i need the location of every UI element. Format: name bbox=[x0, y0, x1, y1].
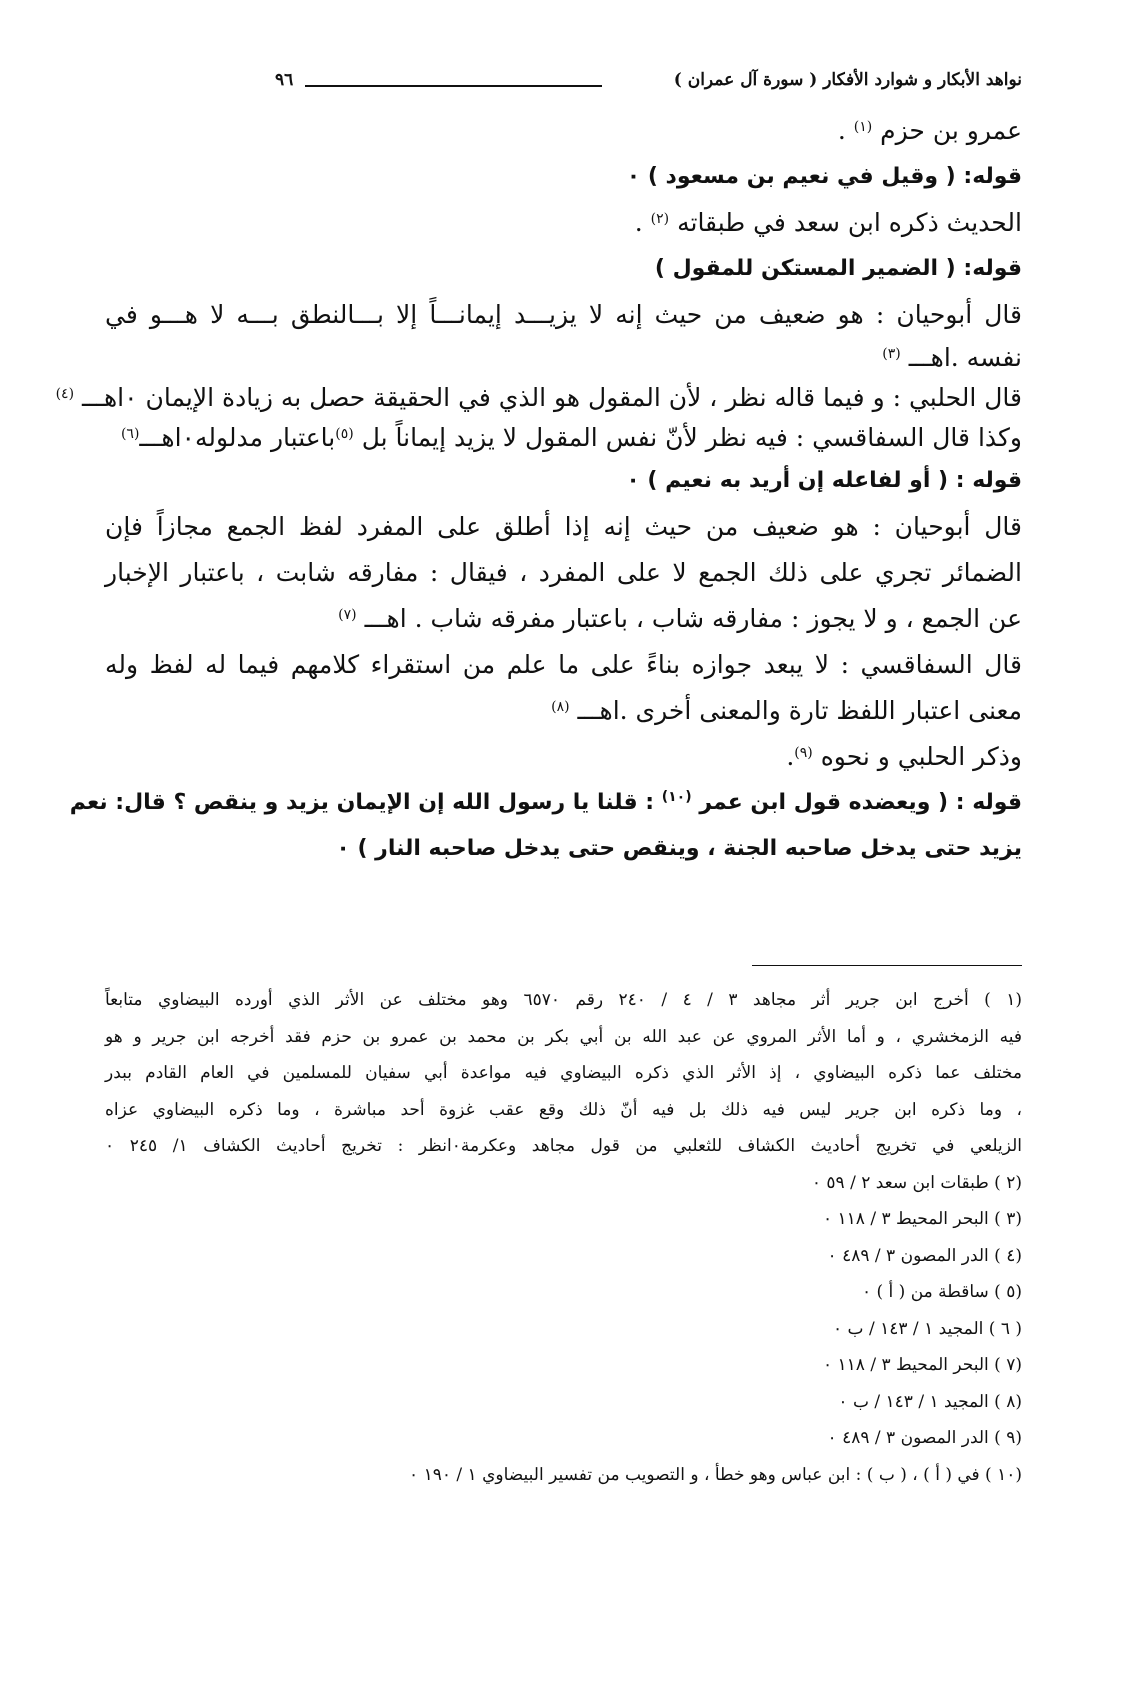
body-line bbox=[105, 596, 1022, 642]
footnote-ref: (٩) bbox=[794, 745, 813, 761]
footnote-line: (٣ ) البحر المحيط ٣ / ١١٨ ٠ bbox=[822, 1209, 1022, 1229]
body-line bbox=[105, 108, 1022, 154]
line-text: عن الجمع ، و لا يجوز : مفارقه شاب ، باعتبار مفرقه شاب . اهـــ bbox=[364, 604, 1022, 633]
footnote-line: (٨ ) المجيد ١ / ١٤٣ / ب ٠ bbox=[838, 1391, 1022, 1412]
line-tail: : قلنا يا رسول الله إن الإيمان يزيد و ينقص ؟ قال: نعم bbox=[69, 790, 662, 815]
footnote-line: (٧ ) البحر المحيط ٣ / ١١٨ ٠ bbox=[822, 1355, 1022, 1375]
footnote-line: الزيلعي في تخريج أحاديث الكشاف للثعلبي من قول مجاهد وعكرمة٠انظر : تخريج أحاديث الكشاف ١/ ٢٤٥ ٠ bbox=[105, 1136, 1023, 1156]
footnote-line: (٤ ) الدر المصون ٣ / ٤٨٩ ٠ bbox=[827, 1245, 1022, 1266]
commentary-heading bbox=[105, 246, 1022, 292]
line-text: قال السفاقسي : لا يبعد جوازه بناءً على ما علم من استقراء كلامهم فيما له لفظ وله bbox=[105, 650, 1022, 679]
footnote-line: ، وما ذكره ابن جرير ليس فيه ذلك بل فيه أنّ ذلك وقع عقب غزوة أحد مباشرة ، وما ذكره البيضاوي عزاه bbox=[105, 1099, 1022, 1120]
commentary-heading bbox=[105, 458, 1022, 504]
page-number: ٩٦ bbox=[275, 70, 294, 90]
footnote-line: مختلف عما ذكره البيضاوي ، إذ الأثر الذي ذكره البيضاوي فيه مواعدة أبي سفيان للمسلمين في العام القادم ببدر bbox=[105, 1063, 1022, 1083]
commentary-heading bbox=[105, 826, 1022, 872]
footnote-line: (١ ) أخرج ابن جرير أثر مجاهد ٣ / ٤ / ٢٤٠ رقم ٦٥٧٠ وهو مختلف عن الأثر الذي أورده البيضاوي متابعاً bbox=[105, 990, 1022, 1010]
footnote-line: (٥ ) ساقطة من ( أ ) ٠ bbox=[861, 1282, 1022, 1302]
footnote-line: (٩ ) الدر المصون ٣ / ٤٨٩ ٠ bbox=[827, 1428, 1022, 1448]
line-text: قوله : ( ويعضده قول ابن عمر bbox=[699, 790, 1022, 815]
body-line bbox=[105, 418, 1022, 458]
line-text: يزيد حتى يدخل صاحبه الجنة ، وينقص حتى يدخل صاحبه النار ) ٠ bbox=[336, 836, 1022, 861]
body-line bbox=[105, 200, 1022, 246]
line-text: نفسه .اهـــ bbox=[908, 343, 1022, 372]
body-line bbox=[105, 292, 1022, 338]
commentary-heading bbox=[105, 154, 1022, 200]
line-text: وذكر الحلبي و نحوه bbox=[820, 742, 1022, 771]
line-text: الضمائر تجري على ذلك الجمع لا على المفرد ، فيقال : مفارقه شابت ، باعتبار الإخبار bbox=[105, 558, 1022, 587]
line-tail: . bbox=[837, 116, 854, 145]
footnote-ref: (١) bbox=[853, 119, 873, 135]
running-title: نواهد الأبكار و شوارد الأفكار ( سورة آل عمران ) bbox=[673, 70, 1022, 90]
body-line bbox=[105, 642, 1022, 688]
line-text: قال أبوحيان : هو ضعيف من حيث إنه لا يزيـــد إيمانـــاً إلا بـــالنطق بـــه لا هـــو في bbox=[105, 300, 1022, 329]
line-text: الحديث ذكره ابن سعد في طبقاته bbox=[677, 208, 1022, 237]
line-text: قوله : ( أو لفاعله إن أريد به نعيم ) ٠ bbox=[626, 468, 1022, 493]
footnote-line: (٢ ) طبقات ابن سعد ٢ / ٥٩ ٠ bbox=[811, 1172, 1022, 1193]
footnote-ref: (٢) bbox=[650, 211, 670, 227]
footnote-ref: (١٠) bbox=[661, 789, 692, 805]
header-rule bbox=[305, 85, 602, 87]
body-line bbox=[105, 338, 1022, 378]
body-line bbox=[105, 688, 1022, 734]
line-tail: باعتبار مدلوله٠اهـــ bbox=[139, 423, 336, 452]
footnote-line: فيه الزمخشري ، و أما الأثر المروي عن عبد الله بن أبي بكر بن محمد بن عمرو بن حزم فقد أخرجه ابن جرير و هو bbox=[105, 1026, 1022, 1047]
body-line bbox=[55, 378, 1022, 418]
line-text: معنى اعتبار اللفظ تارة والمعنى أخرى .اهـــ bbox=[577, 696, 1022, 725]
line-tail: . bbox=[786, 742, 795, 771]
footnote-ref: (٧) bbox=[338, 607, 357, 623]
line-text: وكذا قال السفاقسي : فيه نظر لأنّ نفس المقول لا يزيد إيماناً بل bbox=[361, 423, 1022, 452]
footnote-ref: (٦) bbox=[120, 426, 140, 442]
commentary-heading bbox=[69, 780, 1022, 826]
body-line bbox=[105, 504, 1022, 550]
main-text bbox=[55, 108, 1022, 872]
footnote-ref: (٣) bbox=[882, 346, 901, 362]
page-header bbox=[275, 70, 1022, 98]
line-text: عمرو بن حزم bbox=[880, 116, 1022, 145]
footnote-line: ( ٦ ) المجيد ١ / ١٤٣ / ب ٠ bbox=[833, 1318, 1022, 1339]
footnotes bbox=[105, 982, 1022, 1493]
line-text: قال أبوحيان : هو ضعيف من حيث إنه إذا أطلق على المفرد لفظ الجمع مجازاً فإن bbox=[105, 512, 1022, 541]
footnote-line: (١٠ ) في ( أ ) ، ( ب ) : ابن عباس وهو خطأ ، و التصويب من تفسير البيضاوي ١ / ١٩٠ ٠ bbox=[409, 1464, 1022, 1485]
line-text: قوله: ( وقيل في نعيم بن مسعود ) ٠ bbox=[626, 164, 1022, 189]
footnote-separator bbox=[752, 965, 1022, 966]
footnote-ref: (٨) bbox=[551, 699, 570, 715]
line-text: قوله: ( الضمير المستكن للمقول ) bbox=[654, 256, 1022, 281]
body-line bbox=[105, 550, 1022, 596]
body-line bbox=[105, 734, 1022, 780]
footnote-ref: (٤) bbox=[55, 386, 75, 402]
line-tail: . bbox=[634, 208, 651, 237]
line-text: قال الحلبي : و فيما قاله نظر ، لأن المقول هو الذي في الحقيقة حصل به زيادة الإيمان ٠اهـــ bbox=[82, 383, 1022, 412]
footnote-ref: (٥) bbox=[335, 426, 354, 442]
